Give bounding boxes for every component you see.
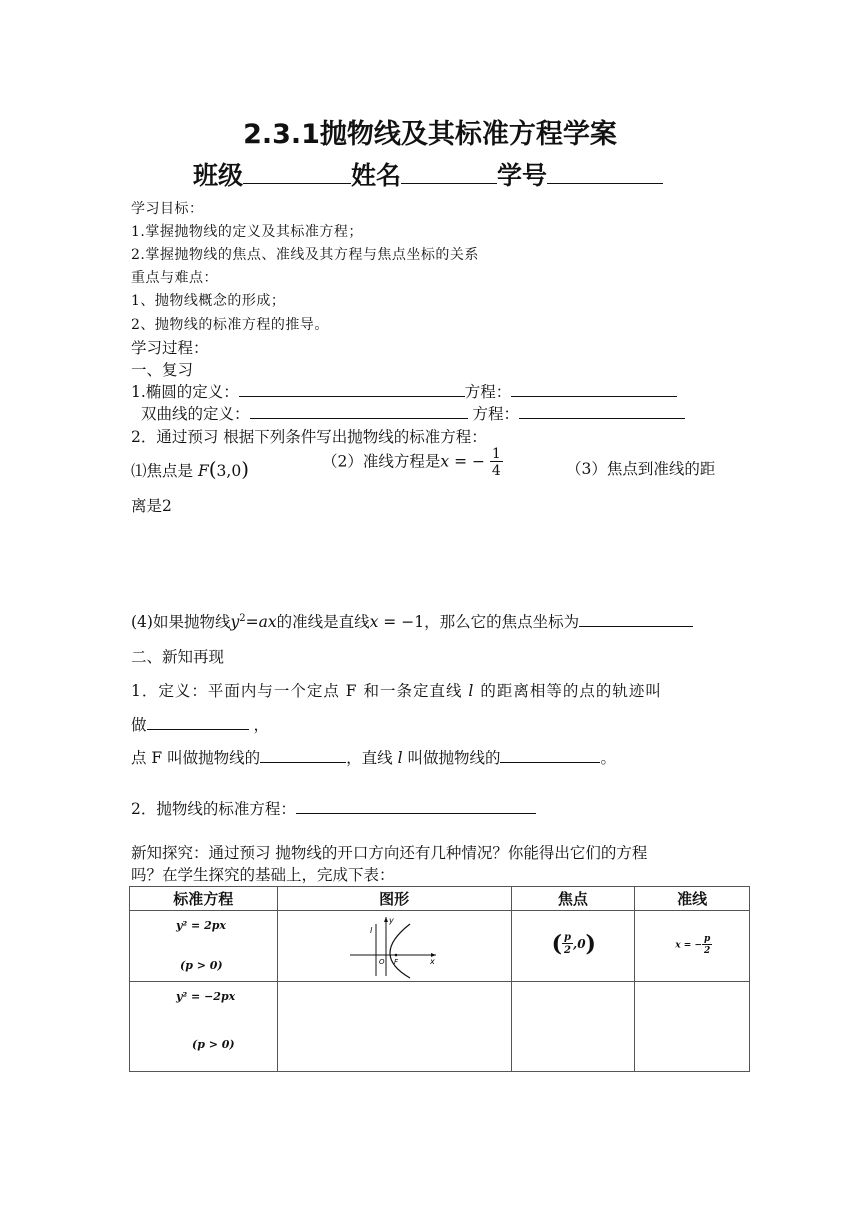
focus-blank[interactable] — [260, 747, 346, 763]
name-label: 姓名 — [351, 161, 402, 190]
fraction-numerator: 1 — [491, 446, 501, 462]
directrix-numerator: p — [703, 934, 711, 944]
table-row — [130, 982, 750, 1072]
fraction-denominator: 4 — [491, 463, 501, 479]
standard-equation-line — [131, 797, 536, 819]
q4-y: y — [230, 613, 240, 631]
definition-line — [131, 679, 662, 701]
review-question-2: 2．通过预习 根据下列条件写出抛物线的标准方程： — [131, 428, 487, 446]
row1-condition: (p > 0) — [180, 959, 223, 972]
definition-comma: ， — [253, 716, 269, 734]
hyperbola-label: 双曲线的定义： — [141, 405, 250, 423]
key-points-heading: 重点与难点： — [131, 270, 218, 286]
focus-cell-empty[interactable] — [511, 982, 635, 1072]
new-knowledge-heading: 二、新知再现 — [131, 648, 225, 666]
condition-1: ⑴焦点是 F(3,0) — [131, 457, 249, 481]
q4-text-a: (4)如果抛物线 — [131, 613, 231, 631]
definition-text-1: 1．定义：平面内与一个定点 F 和一条定直线 — [131, 682, 463, 700]
directrix-fraction — [702, 935, 712, 956]
definition-l: l — [468, 682, 475, 700]
focus-numerator: p — [564, 931, 572, 943]
explore-line-1: 新知探究：通过预习 抛物线的开口方向还有几种情况？你能得出它们的方程 — [131, 844, 648, 862]
row2-equation: y² = −2px — [176, 990, 236, 1003]
graph-label-focus: F — [393, 957, 398, 966]
focus-denominator: 2 — [562, 943, 573, 956]
goals-heading: 学习目标： — [131, 201, 204, 217]
class-label: 班级 — [193, 161, 244, 190]
condition-1-prefix: ⑴焦点是 — [131, 462, 194, 480]
header-standard-equation: 标准方程 — [130, 887, 278, 911]
definition-text-2: 的距离相等的点的轨迹叫 — [480, 682, 662, 700]
graph-label-origin: O — [378, 957, 385, 966]
row2-condition: (p > 0) — [192, 1038, 235, 1051]
condition-2-prefix: （2）准线方程是 — [322, 452, 441, 471]
header-focus: 焦点 — [511, 887, 635, 911]
number-blank[interactable] — [547, 161, 663, 184]
equation-cell — [130, 911, 278, 982]
row1-focus: ( $\frac{p}{2}$ ,0) — [551, 931, 596, 957]
graph-label-x: x — [429, 956, 435, 966]
focus-fraction — [562, 933, 573, 956]
process-heading: 学习过程： — [131, 339, 209, 357]
focus-text-4: 。 — [600, 749, 616, 767]
header-directrix: 准线 — [635, 887, 750, 911]
goal-item-1: 1.掌握抛物线的定义及其标准方程； — [131, 224, 363, 240]
q4-answer-blank[interactable] — [579, 611, 693, 627]
review-question-4 — [131, 610, 693, 632]
q4-sup: 2 — [239, 612, 246, 624]
ellipse-def-blank[interactable] — [239, 381, 465, 397]
ellipse-line — [131, 380, 677, 402]
key-point-1: 1、抛物线概念的形成； — [131, 293, 286, 309]
parabola-graph — [278, 912, 510, 981]
focus-l: l — [397, 749, 403, 767]
fraction — [490, 447, 503, 478]
focus-cell — [511, 911, 635, 982]
parabola-table — [129, 886, 750, 1072]
standard-equation-blank[interactable] — [296, 798, 536, 814]
graph-label-y: y — [388, 915, 394, 925]
parabola-curve — [390, 924, 410, 978]
q4-ax: ax — [258, 613, 277, 631]
number-label: 学号 — [497, 161, 548, 190]
table-header-row — [130, 887, 750, 911]
name-blank[interactable] — [401, 161, 497, 184]
q4-x: x — [369, 613, 379, 631]
graph-cell — [277, 911, 511, 982]
page-title: 2.3.1抛物线及其标准方程学案 — [243, 119, 617, 150]
directrix-lhs: x = − — [675, 940, 702, 951]
q4-text-e: ，那么它的焦点坐标为 — [424, 613, 580, 631]
hyperbola-line — [141, 402, 685, 424]
focus-text-3: 叫做抛物线的 — [407, 749, 501, 767]
student-info — [193, 156, 663, 192]
math-eq-minus: = − — [454, 452, 485, 471]
definition-line-2 — [131, 713, 269, 735]
directrix-denominator: 2 — [702, 944, 712, 956]
focus-directrix-line — [131, 746, 616, 768]
directrix-cell — [635, 911, 750, 982]
q4-text-c: 的准线是直线 — [276, 613, 370, 631]
hyperbola-def-blank[interactable] — [250, 403, 468, 419]
table-row — [130, 911, 750, 982]
directrix-blank[interactable] — [500, 747, 600, 763]
ellipse-eq-label: 方程： — [464, 383, 512, 401]
row1-directrix — [675, 935, 712, 956]
focus-text-1: 点 F 叫做抛物线的 — [131, 749, 261, 767]
condition-2 — [322, 447, 503, 478]
goal-item-2: 2.掌握抛物线的焦点、准线及其方程与焦点坐标的关系 — [131, 247, 479, 263]
hyperbola-eq-label: 方程： — [472, 405, 519, 423]
q4-value: = −1 — [378, 613, 425, 631]
class-blank[interactable] — [243, 161, 351, 184]
ellipse-eq-blank[interactable] — [511, 381, 677, 397]
y-axis-arrow — [384, 917, 388, 922]
definition-blank[interactable] — [147, 714, 249, 730]
ellipse-label: 1.椭圆的定义： — [131, 383, 239, 401]
condition-3: （3）焦点到准线的距 — [566, 460, 716, 478]
header-graph: 图形 — [277, 887, 511, 911]
key-point-2: 2、抛物线的标准方程的推导。 — [131, 317, 329, 333]
standard-equation-label: 2．抛物线的标准方程： — [131, 800, 296, 818]
math-x: x — [440, 452, 450, 471]
graph-cell-empty[interactable] — [277, 982, 511, 1072]
focus-rest: ,0 — [573, 937, 586, 951]
condition-3-continued: 离是2 — [131, 497, 172, 515]
focus-point — [394, 953, 397, 956]
equation-cell — [130, 982, 278, 1072]
row1-equation: y² = 2px — [176, 919, 226, 932]
review-heading: 一、复习 — [131, 361, 194, 379]
directrix-cell-empty[interactable] — [635, 982, 750, 1072]
math-point: 3,0 — [216, 462, 242, 480]
q4-eq: = — [245, 613, 259, 631]
hyperbola-eq-blank[interactable] — [519, 403, 685, 419]
math-F: F — [197, 462, 209, 480]
graph-label-l: l — [369, 925, 372, 935]
explore-line-2: 吗？在学生探究的基础上，完成下表： — [131, 866, 395, 884]
definition-text-3: 做 — [131, 716, 147, 734]
focus-text-2: ，直线 — [346, 749, 393, 767]
